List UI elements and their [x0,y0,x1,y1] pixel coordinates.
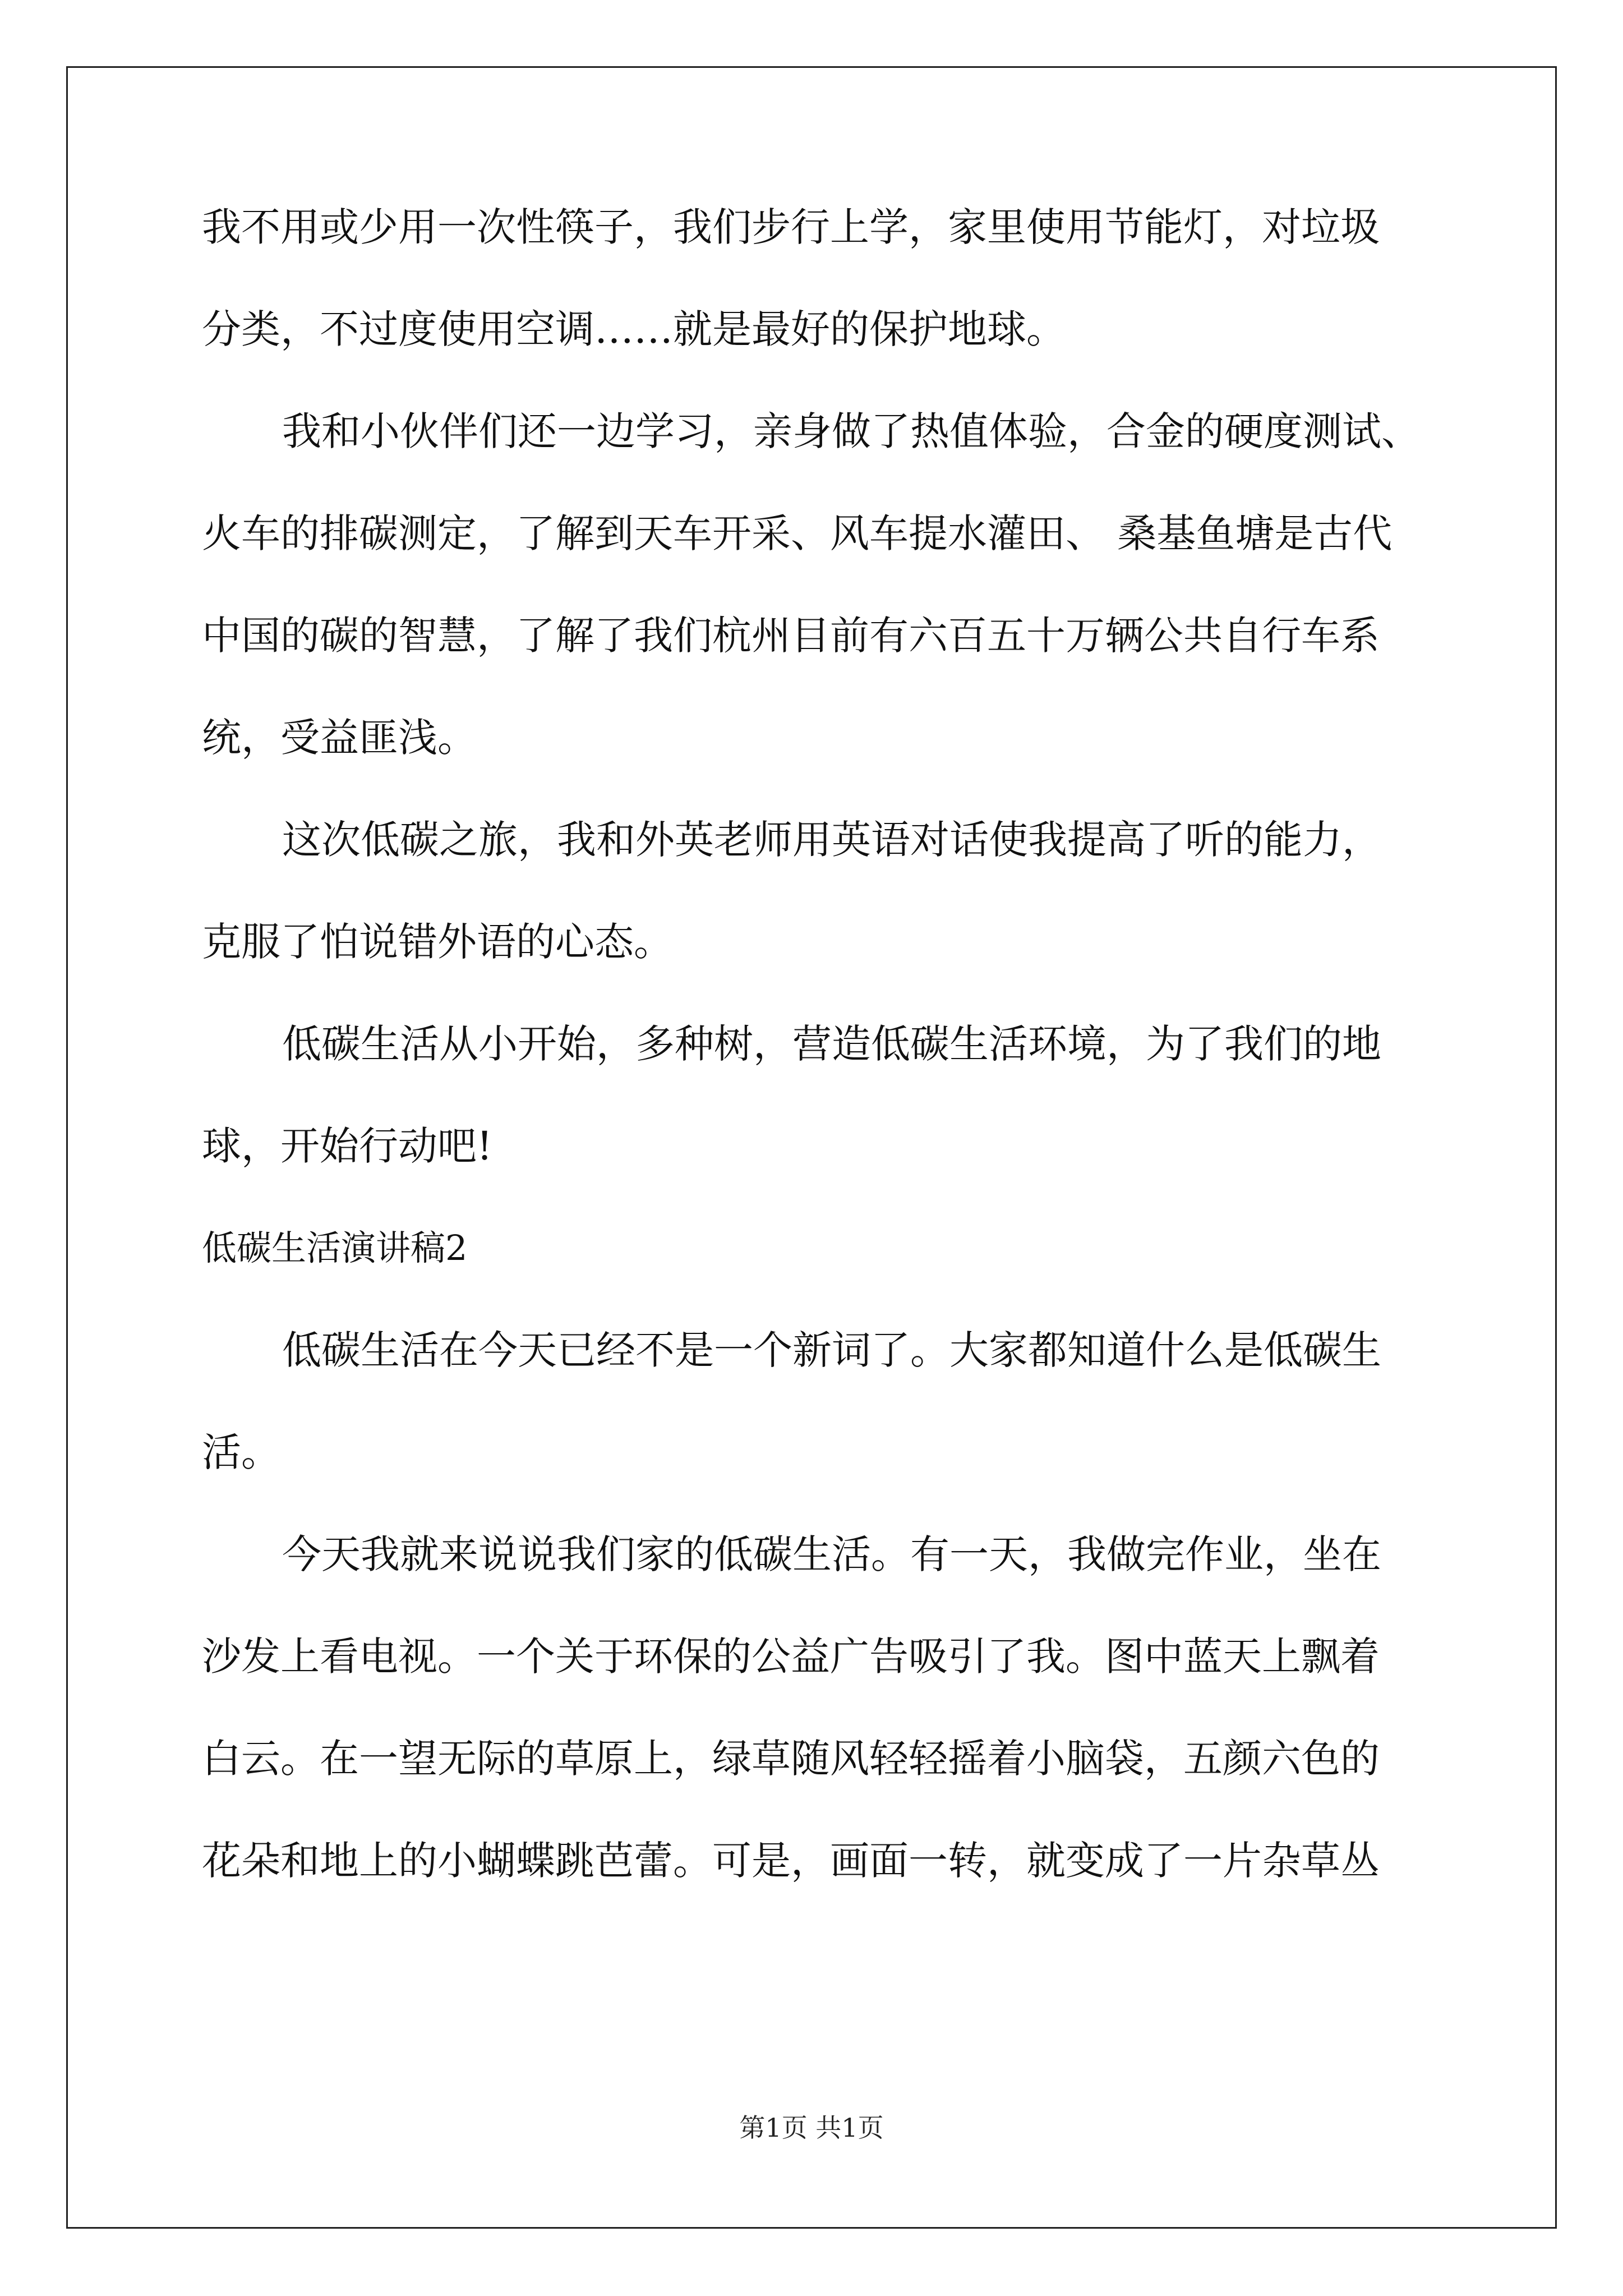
text-line: 中国的碳的智慧，了解了我们杭州目前有六百五十万辆公共自行车系 [202,613,1380,659]
text-line: 白云。在一望无际的草原上，绿草随风轻轻摇着小脑袋，五颜六色的 [202,1736,1380,1782]
text-line: 火车的排碳测定，了解到天车开采、风车提水灌田、 桑基鱼塘是古代 [202,510,1393,556]
section-heading: 低碳生活演讲稿2 [202,1227,468,1268]
text-line: 花朵和地上的小蝴蝶跳芭蕾。可是，画面一转，就变成了一片杂草丛 [202,1838,1380,1884]
text-line: 分类，不过度使用空调……就是最好的保护地球。 [202,306,1066,352]
text-line: 球，开始行动吧! [202,1123,493,1169]
text-line: 我不用或少用一次性筷子，我们步行上学，家里使用节能灯，对垃圾 [202,204,1380,250]
document-body [202,204,1424,1943]
text-line: 我和小伙伴们还一边学习，亲身做了热值体验，合金的硬度测试、 [282,408,1421,454]
text-line: 低碳生活从小开始，多种树，营造低碳生活环境，为了我们的地 [282,1021,1381,1067]
page-footer: 第1页 共1页 [739,2113,884,2143]
text-line: 低碳生活在今天已经不是一个新词了。大家都知道什么是低碳生 [282,1327,1381,1373]
text-line: 克服了怕说错外语的心态。 [202,919,673,965]
text-line: 今天我就来说说我们家的低碳生活。有一天，我做完作业，坐在 [282,1531,1381,1577]
text-line: 活。 [202,1429,280,1475]
text-line: 沙发上看电视。一个关于环保的公益广告吸引了我。图中蓝天上飘着 [202,1634,1380,1680]
text-line: 统，受益匪浅。 [202,715,477,761]
text-line: 这次低碳之旅，我和外英老师用英语对话使我提高了听的能力， [282,817,1381,863]
